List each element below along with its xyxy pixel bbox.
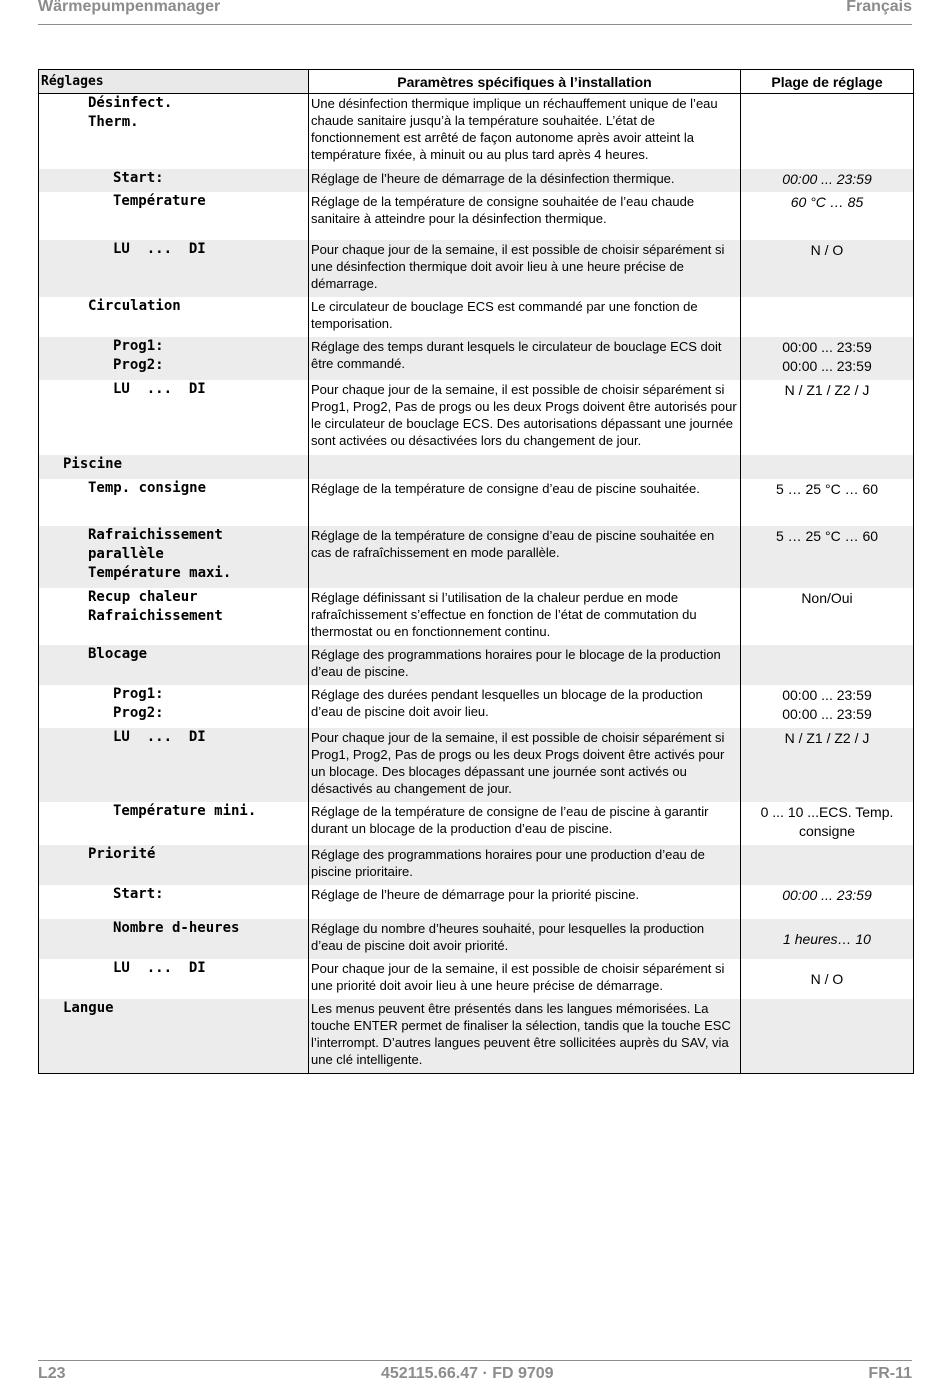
- setting-range: N / Z1 / Z2 / J: [741, 728, 914, 802]
- setting-description: Réglage de la température de consigne d’eau de piscine souhaitée en cas de rafraîchissement en mode parallèle.: [309, 526, 741, 588]
- setting-range: Non/Oui: [801, 589, 853, 606]
- setting-name: Circulation: [39, 297, 309, 337]
- setting-range: 00:00 ... 23:59 00:00 ... 23:59: [782, 686, 872, 722]
- setting-name: Recup chaleur: [88, 588, 198, 605]
- setting-range: [741, 999, 914, 1074]
- setting-description: Pour chaque jour de la semaine, il est possible de choisir séparément si une priorité doit avoir lieu à une heure précise de démarrage.: [309, 959, 741, 999]
- setting-description: Réglage des programmations horaires pour une production d’eau de piscine prioritaire.: [309, 845, 741, 885]
- setting-range: 5 … 25 °C … 60: [741, 526, 914, 588]
- setting-name: Piscine: [39, 455, 309, 479]
- setting-name: LU ... DI: [39, 959, 309, 999]
- table-row: [39, 959, 914, 999]
- setting-range: 5 … 25 °C … 60: [775, 480, 879, 497]
- table-header-row: [39, 70, 914, 94]
- setting-range: [741, 297, 914, 337]
- page-footer: [38, 1360, 912, 1382]
- setting-description: Pour chaque jour de la semaine, il est possible de choisir séparément si Prog1, Prog2, Pas de progs ou les deux Progs doivent être activés pour un blocage. Des blocages dépassant une journée sont activés ou désactivés au changement de jour.: [309, 728, 741, 802]
- setting-range: 0 ... 10 ...ECS. Temp. consigne: [760, 803, 894, 839]
- table-row: [39, 169, 914, 192]
- setting-description: Pour chaque jour de la semaine, il est possible de choisir séparément si une désinfection thermique doit avoir lieu à une heure précise de démarrage.: [309, 240, 741, 297]
- footer-page-number: FR-11: [868, 1365, 912, 1382]
- table-row: [39, 645, 914, 685]
- setting-name: Prog2:: [113, 356, 164, 373]
- table-row: [39, 526, 914, 588]
- header-product: Wärmepumpenmanager: [38, 0, 221, 15]
- setting-name: Température mini.: [39, 802, 309, 845]
- setting-name: Priorité: [39, 845, 309, 885]
- setting-name: Rafraichissement: [88, 607, 223, 624]
- setting-range: [741, 94, 914, 169]
- settings-table: [38, 69, 914, 1074]
- setting-name: parallèle: [88, 545, 164, 562]
- page-header: [38, 0, 912, 25]
- setting-description: [309, 455, 741, 479]
- setting-description: Le circulateur de bouclage ECS est commandé par une fonction de temporisation.: [309, 297, 741, 337]
- table-row: [39, 802, 914, 845]
- table-row: [39, 240, 914, 297]
- setting-name: LU ... DI: [39, 240, 309, 297]
- col-header-parameters: Paramètres spécifiques à l’installation: [309, 70, 741, 94]
- setting-description: Réglage des durées pendant lesquelles un blocage de la production d’eau de piscine doit avoir lieu.: [309, 685, 741, 728]
- setting-description: Les menus peuvent être présentés dans les langues mémorisées. La touche ENTER permet de finaliser la sélection, tandis que la touche ESC l’interrompt. D’autres langues peuvent être sollicitées auprès du SAV, via une clé intelligente.: [309, 999, 741, 1074]
- setting-range: N / Z1 / Z2 / J: [784, 381, 870, 398]
- setting-name: Langue: [39, 999, 309, 1074]
- setting-description: Réglage définissant si l’utilisation de la chaleur perdue en mode rafraîchissement s’effectue en fonction de l’état de commutation du thermostat ou en fonctionnement continu.: [309, 588, 741, 645]
- setting-name: Temp. consigne: [39, 479, 309, 526]
- setting-description: Pour chaque jour de la semaine, il est possible de choisir séparément si Prog1, Prog2, Pas de progs ou les deux Progs doivent être autorisés pour le circulateur de bouclage ECS. Des autorisations dépassant une journée sont activées ou désactivées lors du changement de jour.: [309, 380, 741, 455]
- footer-doc-number: 452115.66.47 · FD 9709: [381, 1365, 554, 1382]
- footer-page-ref: L23: [38, 1365, 66, 1382]
- setting-range: [741, 645, 914, 685]
- setting-name: Prog1:: [113, 337, 164, 354]
- setting-name: Rafraichissement: [88, 526, 223, 543]
- setting-description: Réglage de l’heure de démarrage de la désinfection thermique.: [309, 169, 741, 192]
- setting-name: Désinfect.: [88, 95, 173, 111]
- setting-range: 00:00 ... 23:59: [782, 886, 872, 903]
- table-row: [39, 380, 914, 455]
- setting-range: [741, 845, 914, 885]
- col-header-range: Plage de réglage: [741, 70, 914, 94]
- setting-range: 00:00 ... 23:59 00:00 ... 23:59: [741, 337, 914, 380]
- setting-name: Blocage: [39, 645, 309, 685]
- col-header-settings: Réglages: [39, 70, 309, 94]
- setting-description: Réglage du nombre d’heures souhaité, pour lesquelles la production d’eau de piscine doit avoir priorité.: [309, 919, 741, 959]
- setting-description: Réglage de l’heure de démarrage pour la priorité piscine.: [309, 885, 741, 919]
- setting-description: Réglage de la température de consigne de l’eau de piscine à garantir durant un blocage de la production d’eau de piscine.: [309, 802, 741, 845]
- setting-name: Start:: [39, 169, 309, 192]
- header-language: Français: [846, 0, 912, 15]
- table-row: [39, 479, 914, 526]
- setting-name: LU ... DI: [39, 380, 309, 455]
- table-row: [39, 297, 914, 337]
- table-row: [39, 919, 914, 959]
- table-row: [39, 999, 914, 1074]
- table-row: [39, 337, 914, 380]
- setting-description: Une désinfection thermique implique un réchauffement unique de l’eau chaude sanitaire jusqu’à la température souhaitée. L’état de fonctionnement est arrêté de façon autonome après avoir atteint la température fixée, à minuit ou au plus tard après 4 heures.: [309, 94, 741, 169]
- setting-description: Réglage des programmations horaires pour le blocage de la production d’eau de piscine.: [309, 645, 741, 685]
- table-row: [39, 192, 914, 240]
- table-row: [39, 685, 914, 728]
- table-row: [39, 94, 914, 169]
- setting-description: Réglage des temps durant lesquels le circulateur de bouclage ECS doit être commandé.: [309, 337, 741, 380]
- setting-name: LU ... DI: [39, 728, 309, 802]
- setting-range: N / O: [741, 240, 914, 297]
- setting-range: [741, 455, 914, 479]
- setting-range: 00:00 ... 23:59: [741, 169, 914, 192]
- setting-description: Réglage de la température de consigne souhaitée de l’eau chaude sanitaire à atteindre pour la désinfection thermique.: [309, 192, 741, 240]
- table-row: [39, 455, 914, 479]
- setting-name: Prog1:: [113, 685, 164, 702]
- setting-name: Prog2:: [113, 704, 164, 721]
- table-row: [39, 588, 914, 645]
- table-row: [39, 885, 914, 919]
- setting-name: Start:: [39, 885, 309, 919]
- setting-name: Therm.: [88, 114, 139, 130]
- setting-name: Température: [39, 192, 309, 240]
- setting-range: 60 °C … 85: [790, 193, 864, 210]
- setting-description: Réglage de la température de consigne d’eau de piscine souhaitée.: [309, 479, 741, 526]
- table-row: [39, 728, 914, 802]
- setting-name: Nombre d‑heures: [39, 919, 309, 959]
- table-row: [39, 845, 914, 885]
- setting-name: Température maxi.: [88, 564, 232, 581]
- setting-range: N / O: [810, 970, 844, 987]
- setting-range: 1 heures… 10: [741, 919, 914, 959]
